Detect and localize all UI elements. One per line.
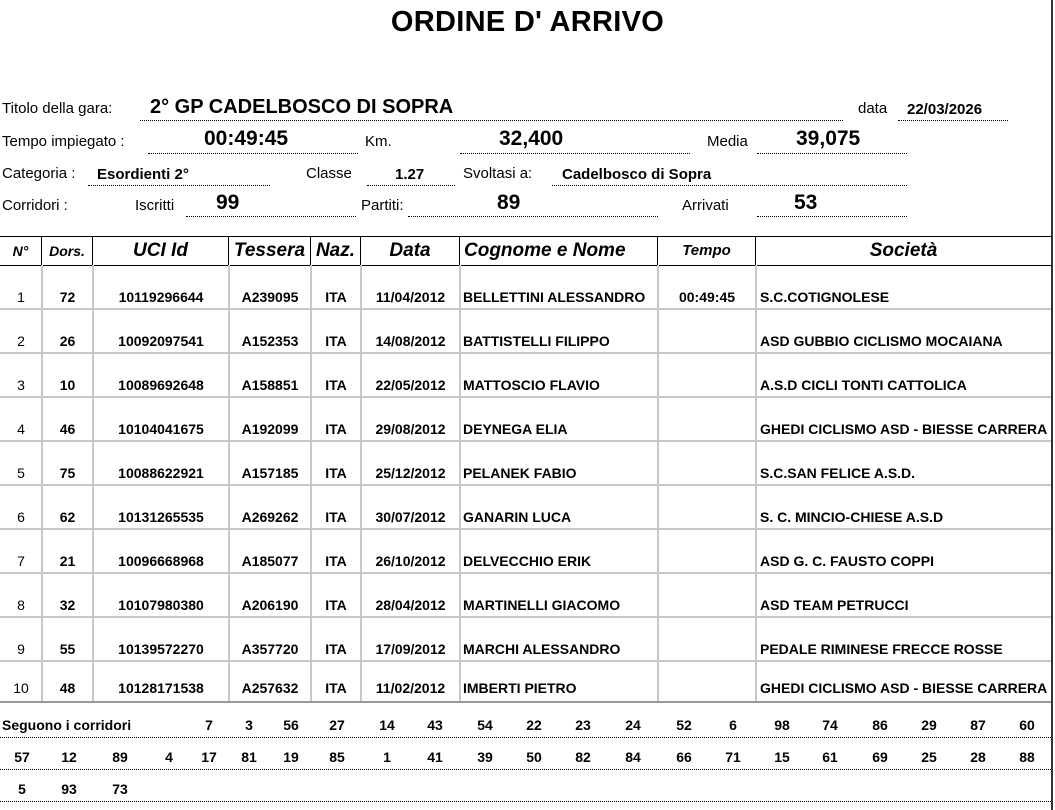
cell-name: MARTINELLI GIACOMO: [463, 597, 621, 613]
sheet-right-border: [1051, 0, 1053, 810]
cell-birth-date: 30/07/2012: [375, 509, 446, 525]
cell-nationality: ITA: [325, 421, 347, 437]
cell-birth-date: 11/02/2012: [375, 680, 446, 696]
cell-tessera: A157185: [241, 465, 299, 481]
cell-name: BELLETTINI ALESSANDRO: [463, 289, 646, 305]
cell-uci-id: 10139572270: [118, 641, 204, 657]
titolo-underline: [140, 120, 843, 121]
cell-birth-date: 29/08/2012: [375, 421, 446, 437]
cell-birth-date: 28/04/2012: [375, 597, 446, 613]
cell-team: A.S.D CICLI TONTI CATTOLICA: [760, 377, 967, 393]
cell-name: IMBERTI PIETRO: [463, 680, 577, 696]
cell-rank: 2: [17, 333, 25, 349]
table-column-divider: [360, 265, 362, 701]
following-rider-bib: 12: [61, 749, 77, 765]
table-row-divider: [0, 528, 1051, 530]
cell-rank: 10: [13, 680, 29, 696]
cell-nationality: ITA: [325, 680, 347, 696]
following-rider-bib: 7: [205, 717, 213, 733]
categoria-underline: [88, 185, 270, 186]
classe-label: Classe: [306, 165, 352, 182]
cell-team: ASD TEAM PETRUCCI: [760, 597, 909, 613]
cell-name: BATTISTELLI FILIPPO: [463, 333, 610, 349]
cell-uci-id: 10128171538: [118, 680, 204, 696]
table-column-divider: [310, 265, 312, 701]
table-row-divider: [0, 352, 1051, 354]
cell-time: 00:49:45: [678, 289, 736, 305]
media-label: Media: [707, 133, 748, 150]
cell-bib: 48: [59, 680, 76, 696]
cell-uci-id: 10131265535: [118, 509, 204, 525]
table-column-divider: [657, 265, 659, 701]
page-title: ORDINE D' ARRIVO: [390, 6, 665, 38]
cell-tessera: A206190: [241, 597, 299, 613]
cell-bib: 32: [59, 597, 76, 613]
cell-team: PEDALE RIMINESE FRECCE ROSSE: [760, 641, 1003, 657]
partiti-label: Partiti:: [361, 197, 404, 214]
footer-dotted-rule: [0, 769, 1051, 770]
cell-birth-date: 26/10/2012: [375, 553, 446, 569]
footer-dotted-rule: [0, 801, 1051, 802]
table-column-divider: [459, 265, 461, 701]
cell-nationality: ITA: [325, 597, 347, 613]
cell-tessera: A269262: [241, 509, 299, 525]
following-rider-bib: 57: [14, 749, 30, 765]
tempo-value: 00:49:45: [204, 127, 289, 150]
header-dors: Dors.: [42, 237, 93, 265]
cell-nationality: ITA: [325, 333, 347, 349]
svoltasi-value: Cadelbosco di Sopra: [562, 166, 712, 183]
following-rider-bib: 4: [165, 749, 173, 765]
following-rider-bib: 54: [477, 717, 493, 733]
cell-tessera: A152353: [241, 333, 299, 349]
table-row-divider: [0, 572, 1051, 574]
header-naz: Naz.: [311, 237, 361, 265]
cell-bib: 10: [59, 377, 76, 393]
header-tessera: Tessera: [229, 237, 311, 265]
arrivati-underline: [757, 216, 907, 217]
following-rider-bib: 6: [729, 717, 737, 733]
tempo-underline: [148, 153, 358, 154]
cell-team: ASD G. C. FAUSTO COPPI: [760, 553, 934, 569]
categoria-label: Categoria :: [2, 165, 76, 182]
following-rider-bib: 22: [526, 717, 542, 733]
cell-team: S.C.COTIGNOLESE: [760, 289, 890, 305]
iscritti-value: 99: [216, 191, 240, 214]
following-rider-bib: 5: [18, 781, 26, 797]
cell-name: MARCHI ALESSANDRO: [463, 641, 621, 657]
cell-bib: 75: [59, 465, 76, 481]
cell-rank: 7: [17, 553, 25, 569]
header-data: Data: [361, 237, 460, 265]
km-value: 32,400: [499, 127, 564, 150]
header-n: N°: [0, 237, 42, 265]
data-value: 22/03/2026: [907, 101, 983, 118]
cell-bib: 55: [59, 641, 76, 657]
cell-nationality: ITA: [325, 465, 347, 481]
arrivati-value: 53: [794, 191, 818, 214]
cell-team: GHEDI CICLISMO ASD - BIESSE CARRERA: [760, 421, 1048, 437]
cell-bib: 46: [59, 421, 76, 437]
table-header: [0, 236, 1051, 266]
partiti-underline: [408, 216, 658, 217]
table-column-divider: [228, 265, 230, 701]
following-rider-bib: 69: [872, 749, 888, 765]
following-rider-bib: 56: [283, 717, 299, 733]
table-row-divider: [0, 308, 1051, 310]
following-rider-bib: 27: [329, 717, 345, 733]
cell-birth-date: 22/05/2012: [375, 377, 446, 393]
following-rider-bib: 15: [774, 749, 790, 765]
cell-bib: 26: [59, 333, 76, 349]
cell-uci-id: 10104041675: [118, 421, 204, 437]
table-column-divider: [41, 265, 43, 701]
cell-birth-date: 11/04/2012: [375, 289, 446, 305]
categoria-value: Esordienti 2°: [97, 166, 189, 183]
header-cognome-nome: Cognome e Nome: [460, 237, 658, 265]
cell-birth-date: 14/08/2012: [375, 333, 446, 349]
cell-nationality: ITA: [325, 641, 347, 657]
cell-rank: 5: [17, 465, 25, 481]
following-rider-bib: 43: [427, 717, 443, 733]
cell-bib: 62: [59, 509, 76, 525]
following-rider-bib: 93: [61, 781, 77, 797]
following-rider-bib: 17: [201, 749, 217, 765]
following-rider-bib: 24: [625, 717, 641, 733]
cell-bib: 72: [59, 289, 76, 305]
cell-uci-id: 10088622921: [118, 465, 204, 481]
cell-nationality: ITA: [325, 377, 347, 393]
following-rider-bib: 14: [379, 717, 395, 733]
tempo-label: Tempo impiegato :: [2, 133, 125, 150]
cell-uci-id: 10096668968: [118, 553, 204, 569]
following-rider-bib: 88: [1019, 749, 1035, 765]
following-rider-bib: 3: [245, 717, 253, 733]
following-rider-bib: 74: [822, 717, 838, 733]
following-rider-bib: 60: [1019, 717, 1035, 733]
following-rider-bib: 82: [575, 749, 591, 765]
svoltasi-label: Svoltasi a:: [463, 165, 533, 182]
cell-uci-id: 10119296644: [118, 289, 204, 305]
footer-dotted-rule: [0, 737, 1051, 738]
cell-rank: 8: [17, 597, 25, 613]
following-rider-bib: 61: [822, 749, 838, 765]
header-tempo: Tempo: [658, 237, 756, 265]
table-row-divider: [0, 484, 1051, 486]
cell-uci-id: 10092097541: [118, 333, 204, 349]
data-label: data: [858, 100, 888, 117]
cell-rank: 6: [17, 509, 25, 525]
media-value: 39,075: [796, 127, 861, 150]
titolo-value: 2° GP CADELBOSCO DI SOPRA: [150, 96, 454, 118]
table-row-divider: [0, 396, 1051, 398]
cell-uci-id: 10107980380: [118, 597, 204, 613]
header-societa: Società: [869, 240, 938, 261]
cell-bib: 21: [59, 553, 76, 569]
cell-team: S. C. MINCIO-CHIESE A.S.D: [760, 509, 944, 525]
cell-name: PELANEK FABIO: [463, 465, 577, 481]
following-rider-bib: 89: [112, 749, 128, 765]
cell-team: S.C.SAN FELICE A.S.D.: [760, 465, 916, 481]
following-rider-bib: 86: [872, 717, 888, 733]
following-rider-bib: 98: [774, 717, 790, 733]
cell-tessera: A158851: [241, 377, 299, 393]
following-rider-bib: 29: [921, 717, 937, 733]
data-underline: [898, 120, 1008, 121]
following-rider-bib: 66: [676, 749, 692, 765]
cell-nationality: ITA: [325, 289, 347, 305]
cell-name: DEYNEGA ELIA: [463, 421, 568, 437]
cell-tessera: A185077: [241, 553, 299, 569]
following-rider-bib: 50: [526, 749, 542, 765]
iscritti-underline: [186, 216, 356, 217]
cell-rank: 1: [17, 289, 25, 305]
cell-rank: 4: [17, 421, 25, 437]
following-rider-bib: 87: [970, 717, 986, 733]
table-column-divider: [92, 265, 94, 701]
following-rider-bib: 81: [241, 749, 257, 765]
classe-value: 1.27: [395, 166, 425, 183]
following-rider-bib: 52: [676, 717, 692, 733]
table-row-divider: [0, 616, 1051, 618]
following-rider-bib: 85: [329, 749, 345, 765]
cell-birth-date: 25/12/2012: [375, 465, 446, 481]
partiti-value: 89: [497, 191, 521, 214]
following-rider-bib: 19: [283, 749, 299, 765]
table-column-divider: [755, 265, 757, 701]
table-row-divider: [0, 440, 1051, 442]
cell-birth-date: 17/09/2012: [375, 641, 446, 657]
following-rider-bib: 28: [970, 749, 986, 765]
cell-rank: 9: [17, 641, 25, 657]
cell-tessera: A239095: [241, 289, 299, 305]
cell-rank: 3: [17, 377, 25, 393]
cell-team: GHEDI CICLISMO ASD - BIESSE CARRERA: [760, 680, 1048, 696]
cell-team: ASD GUBBIO CICLISMO MOCAIANA: [760, 333, 1003, 349]
titolo-label: Titolo della gara:: [2, 100, 113, 117]
km-label: Km.: [365, 133, 392, 150]
following-rider-bib: 39: [477, 749, 493, 765]
cell-tessera: A192099: [241, 421, 299, 437]
cell-nationality: ITA: [325, 509, 347, 525]
svoltasi-underline: [552, 185, 907, 186]
following-riders-label: Seguono i corridori: [2, 717, 132, 733]
km-underline: [460, 153, 690, 154]
header-uci-id: UCI Id: [93, 237, 229, 265]
corridori-label: Corridori :: [2, 197, 68, 214]
cell-name: MATTOSCIO FLAVIO: [463, 377, 600, 393]
table-row-divider: [0, 660, 1051, 662]
cell-tessera: A357720: [241, 641, 299, 657]
cell-name: GANARIN LUCA: [463, 509, 572, 525]
cell-name: DELVECCHIO ERIK: [463, 553, 592, 569]
following-rider-bib: 84: [625, 749, 641, 765]
cell-uci-id: 10089692648: [118, 377, 204, 393]
arrivati-label: Arrivati: [682, 197, 729, 214]
iscritti-label: Iscritti: [135, 197, 175, 214]
media-underline: [757, 153, 907, 154]
classe-underline: [367, 185, 455, 186]
following-rider-bib: 41: [427, 749, 443, 765]
following-rider-bib: 23: [575, 717, 591, 733]
cell-tessera: A257632: [241, 680, 299, 696]
following-rider-bib: 71: [725, 749, 741, 765]
following-rider-bib: 73: [112, 781, 128, 797]
table-bottom-border: [0, 701, 1051, 703]
following-rider-bib: 1: [383, 749, 391, 765]
following-rider-bib: 25: [921, 749, 937, 765]
cell-nationality: ITA: [325, 553, 347, 569]
